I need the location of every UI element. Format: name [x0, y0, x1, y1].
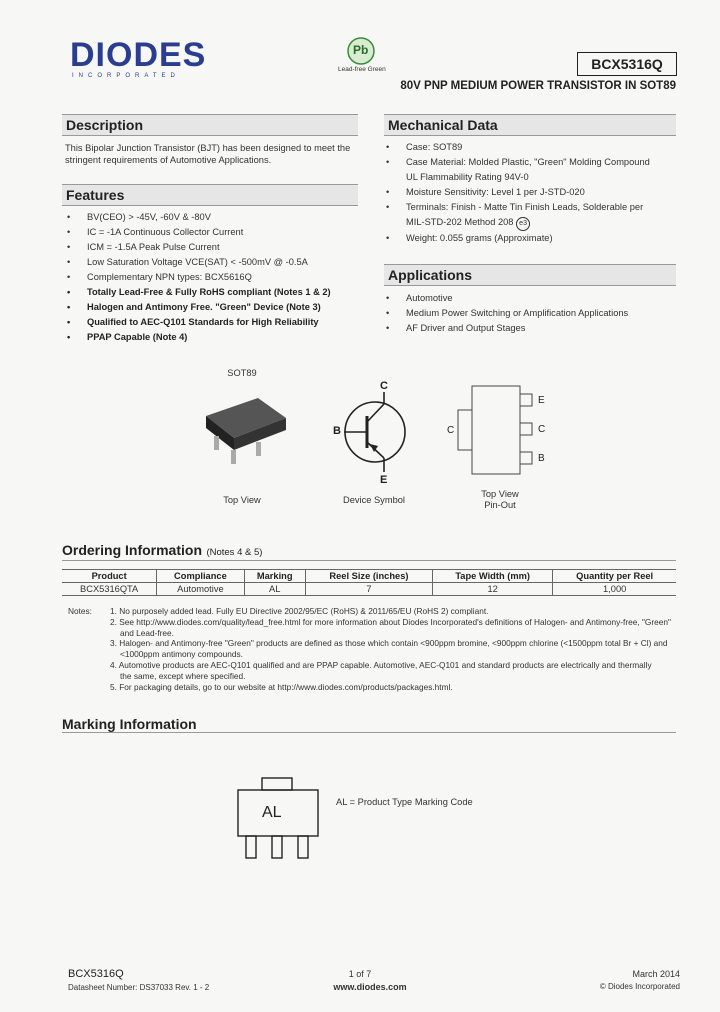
- notes-label: Notes:: [68, 606, 92, 616]
- ordering-header-cell: Tape Width (mm): [432, 570, 552, 583]
- ordering-cell: 7: [305, 583, 432, 596]
- footer-datasheet-number: Datasheet Number: DS37033 Rev. 1 - 2: [68, 983, 210, 992]
- applications-list: [384, 291, 680, 336]
- table-row: [62, 583, 676, 596]
- feature-item: • Low Saturation Voltage VCE(SAT) < -500mV @ -0.5A: [65, 255, 365, 270]
- pinout-diagram: [440, 384, 540, 484]
- mechanical-item: • Terminals: Finish - Matte Tin Finish Leads, Solderable per: [384, 200, 680, 215]
- mechanical-item: UL Flammability Rating 94V-0: [406, 172, 529, 182]
- pin-collector-label: C: [538, 424, 546, 435]
- mechanical-list: [384, 140, 680, 246]
- note-item: 5. For packaging details, go to our website at http://www.diodes.com/products/packages.html.: [110, 681, 453, 692]
- note-item: 2. See http://www.diodes.com/quality/lead_free.html for more information about Diodes Incorporated's definitions of Halogen- and Antimony-free, "Green": [110, 616, 671, 627]
- note-item: 4. Automotive products are AEC-Q101 qualified and are PPAP capable. Automotive, AEC-Q101 and standard products are electrically and thermally: [110, 659, 652, 670]
- pin-tab-collector-label: C: [447, 425, 455, 436]
- mechanical-item: • Moisture Sensitivity: Level 1 per J-STD-020: [384, 185, 680, 200]
- footer-part-number: BCX5316Q: [68, 968, 124, 980]
- feature-item: • Totally Lead-Free & Fully RoHS compliant (Notes 1 & 2): [65, 285, 365, 300]
- footer-website-link[interactable]: www.diodes.com: [333, 982, 407, 992]
- features-heading: Features: [62, 184, 358, 206]
- notes-list: [110, 606, 680, 692]
- ordering-header-cell: Compliance: [157, 570, 244, 583]
- ordering-cell: AL: [244, 583, 305, 596]
- symbol-collector-label: C: [380, 380, 388, 392]
- mechanical-item: • Weight: 0.055 grams (Approximate): [384, 231, 680, 246]
- note-item: the same, except where specified.: [120, 670, 246, 681]
- mechanical-item: • Case: SOT89: [384, 140, 680, 155]
- feature-item: • Qualified to AEC-Q101 Standards for High Reliability: [65, 315, 365, 330]
- footer-date: March 2014: [632, 969, 680, 979]
- ordering-header-cell: Quantity per Reel: [553, 570, 676, 583]
- marking-heading: Marking Information: [62, 716, 676, 733]
- package-label: SOT89: [227, 368, 257, 378]
- marking-code: AL: [262, 804, 282, 821]
- mechanical-heading: Mechanical Data: [384, 114, 676, 136]
- note-item: 1. No purposely added lead. Fully EU Directive 2002/95/EC (RoHS) & 2011/65/EU (RoHS 2) compliant.: [110, 606, 489, 616]
- symbol-emitter-label: E: [380, 474, 388, 486]
- feature-item: • PPAP Capable (Note 4): [65, 330, 365, 345]
- application-item: • Automotive: [384, 291, 680, 306]
- feature-item: • IC = -1A Continuous Collector Current: [65, 225, 365, 240]
- ordering-table: [62, 569, 676, 596]
- footer-copyright: © Diodes Incorporated: [599, 982, 680, 991]
- footer-page-number: 1 of 7: [348, 969, 372, 979]
- feature-item: • Complementary NPN types: BCX5616Q: [65, 270, 365, 285]
- part-number-box: BCX5316Q: [577, 52, 677, 76]
- device-symbol-caption: Device Symbol: [342, 495, 405, 505]
- note-item: and Lead-free.: [120, 627, 174, 638]
- transistor-symbol-icon: [330, 380, 420, 490]
- feature-item: • ICM = -1.5A Peak Pulse Current: [65, 240, 365, 255]
- ordering-cell: Automotive: [157, 583, 244, 596]
- top-view-caption: Top View: [223, 495, 261, 505]
- document-subtitle: 80V PNP MEDIUM POWER TRANSISTOR IN SOT89: [400, 80, 676, 92]
- application-item: • AF Driver and Output Stages: [384, 321, 680, 336]
- applications-heading: Applications: [384, 264, 676, 286]
- ordering-cell: 12: [432, 583, 552, 596]
- application-item: • Medium Power Switching or Amplification Applications: [384, 306, 680, 321]
- pinout-caption: Top View Pin-Out: [481, 489, 519, 510]
- e3-icon: e3: [516, 217, 530, 231]
- features-list: [65, 210, 365, 345]
- note-item: <1000ppm antimony compounds.: [120, 649, 243, 660]
- note-item: 3. Halogen- and Antimony-free "Green" products are defined as those which contain <900ppm bromine, <900ppm chlorine (<1500ppm total Br + Cl) and: [110, 638, 668, 649]
- company-logo-subtitle: INCORPORATED: [72, 73, 180, 79]
- symbol-base-label: B: [333, 425, 341, 437]
- ordering-header-cell: Reel Size (inches): [305, 570, 432, 583]
- sot89-package-image: [196, 388, 292, 470]
- ordering-cell: 1,000: [553, 583, 676, 596]
- feature-item: • Halogen and Antimony Free. "Green" Device (Note 3): [65, 300, 365, 315]
- mechanical-item: MIL-STD-202 Method 208 e3: [384, 215, 680, 231]
- marking-legend: AL = Product Type Marking Code: [336, 797, 473, 807]
- feature-item: • BV(CEO) > -45V, -60V & -80V: [65, 210, 365, 225]
- description-heading: Description: [62, 114, 358, 136]
- pin-emitter-label: E: [538, 395, 545, 406]
- ordering-header-cell: Marking: [244, 570, 305, 583]
- pin-base-label: B: [538, 453, 545, 464]
- ordering-heading: Ordering Information (Notes 4 & 5): [62, 542, 676, 561]
- ordering-header-row: [62, 570, 676, 583]
- lead-free-caption: Lead-free Green: [338, 66, 386, 73]
- lead-free-mark: Pb: [353, 43, 369, 57]
- description-text: This Bipolar Junction Transistor (BJT) has been designed to meet the stringent requirements of Automotive Applications.: [65, 143, 351, 165]
- lead-free-icon: [346, 36, 376, 66]
- mechanical-item: • Case Material: Molded Plastic, "Green" Molding Compound: [384, 155, 680, 170]
- ordering-cell: BCX5316QTA: [62, 583, 157, 596]
- ordering-header-cell: Product: [62, 570, 157, 583]
- company-logo: DIODES: [70, 36, 207, 74]
